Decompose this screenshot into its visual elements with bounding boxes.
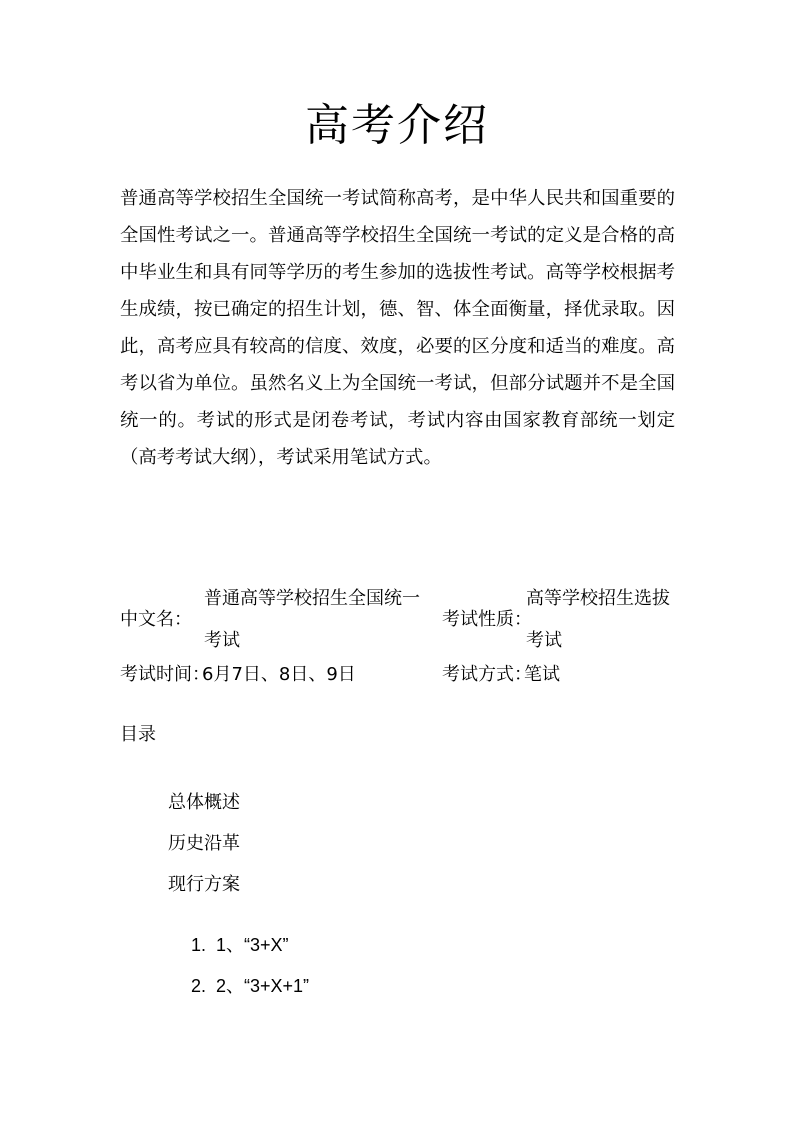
toc-item-history[interactable]: 历史沿革 [168, 833, 240, 854]
list-number: 2. [191, 976, 207, 996]
name-value: 普通高等学校招生全国统一考试 [204, 588, 420, 651]
toc-sub-item[interactable] [191, 966, 309, 1007]
time-label: 考试时间： [120, 664, 210, 685]
info-row-name-nature [120, 578, 680, 662]
intro-paragraph: 普通高等学校招生全国统一考试简称高考，是中华人民共和国重要的全国性考试之一。普通高等学校招生全国统一考试的定义是合格的高中毕业生和具有同等学历的考生参加的选拔性考试。高等学校根据考生成绩，按已确定的招生计划，德、智、体全面衡量，择优录取。因此，高考应具有较高的信度、效度，必要的区分度和适当的难度。高考以省为单位。虽然名义上为全国统一考试，但部分试题并不是全国统一的。考试的形式是闭卷考试，考试内容由国家教育部统一划定（高考考试大纲），考试采用笔试方式。 [120, 188, 675, 468]
toc-sub-item-label: 2、“3+X+1” [216, 976, 310, 996]
toc-list [168, 782, 240, 905]
method-value: 笔试 [524, 664, 560, 685]
method-label: 考试方式： [442, 664, 532, 685]
toc-sub-item-label: 1、“3+X” [216, 935, 289, 955]
toc-sub-item[interactable] [191, 925, 309, 966]
name-label: 中文名： [120, 609, 192, 630]
nature-value: 高等学校招生选拔考试 [526, 588, 670, 651]
nature-label: 考试性质： [442, 609, 532, 630]
document-title: 高考介绍 [305, 100, 489, 151]
time-value: 6月7日、8日、9日 [202, 664, 356, 685]
toc-heading: 目录 [120, 724, 156, 745]
list-number: 1. [191, 935, 207, 955]
toc-item-overview[interactable]: 总体概述 [168, 792, 240, 813]
info-row-time-method [120, 660, 680, 690]
toc-item-current-plan[interactable]: 现行方案 [168, 874, 240, 895]
toc-sub-list [191, 925, 309, 1007]
